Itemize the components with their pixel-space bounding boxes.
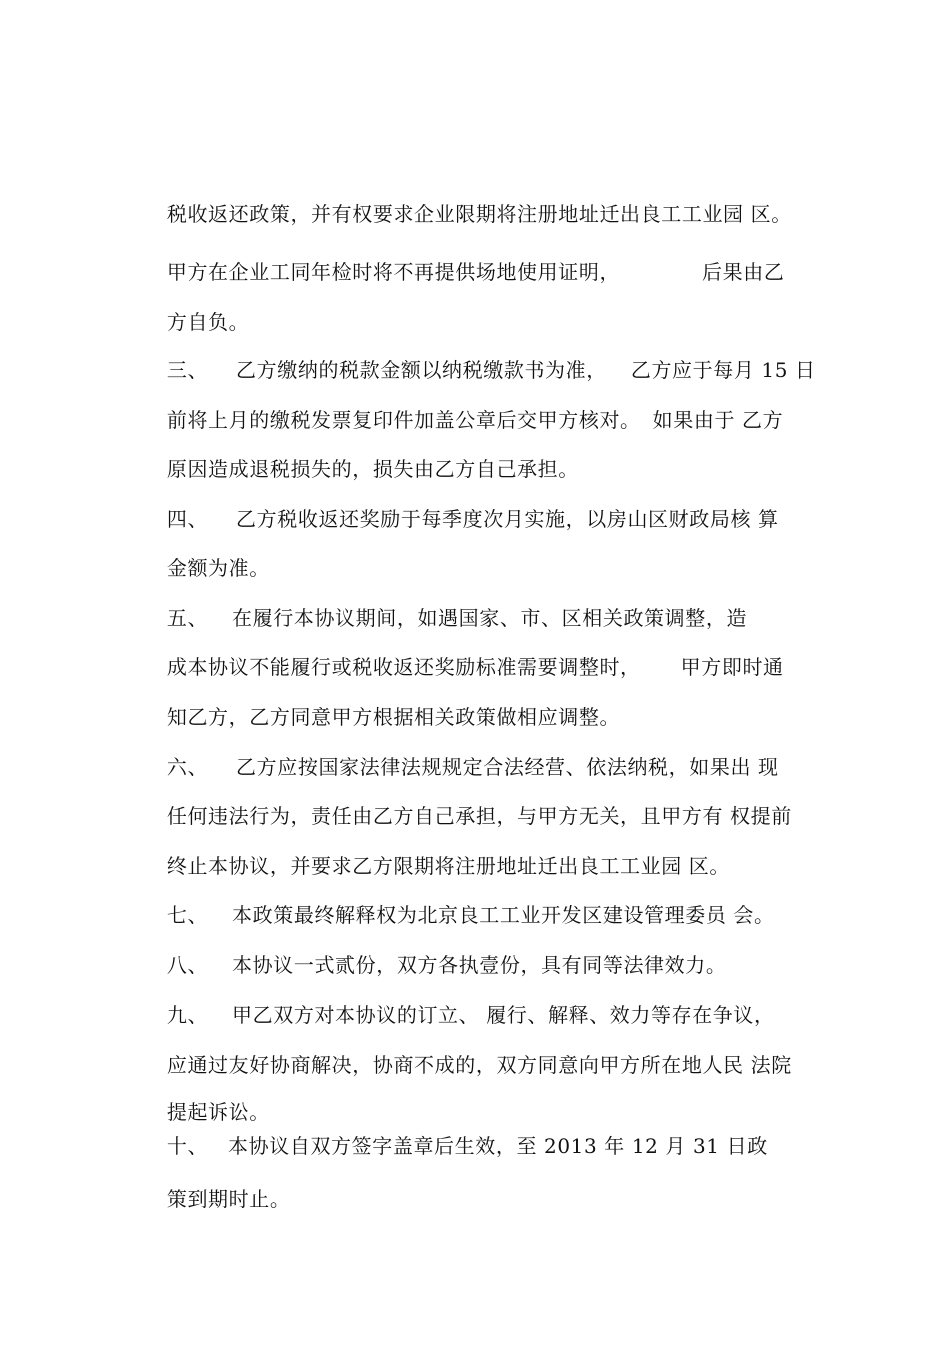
clause-number: 五、 [166,606,209,630]
clause-number: 三、 [166,358,209,382]
line-text: 前将上月的缴税发票复印件加盖公章后交甲方核对。 [166,408,641,432]
line-text: 金额为准。 [166,556,270,580]
line-text: 乙方缴纳的税款金额以纳税缴款书为准， [236,358,607,382]
line-text: 甲方即时通 [680,655,784,679]
line-text: 原因造成退税损失的，损失由乙方自己承担。 [166,457,579,481]
line-text: 成本协议不能履行或税收返还奖励标准需要调整时， [166,655,641,679]
line-text: 策到期时止。 [166,1187,291,1211]
line-text: 甲乙双方对本协议的订立、 履行、解释、效力等存在争议， [232,1003,775,1027]
line-text: 本政策最终解释权为北京良工工业开发区建设管理委员 会。 [232,903,775,927]
line-text: 任何违法行为，责任由乙方自己承担，与甲方无关，且甲方有 权提前 [166,804,792,828]
line-text: 乙方税收返还奖励于每季度次月实施，以房山区财政局核 算 [236,507,779,531]
line-text: 在履行本协议期间，如遇国家、市、区相关政策调整，造 [232,606,748,630]
line-text: 终止本协议，并要求乙方限期将注册地址迁出良工工业园 区。 [166,854,731,878]
clause-number: 九、 [166,1003,209,1027]
line-text: 本协议一式贰份，双方各执壹份，具有同等法律效力。 [232,953,727,977]
line-text: 知乙方，乙方同意甲方根据相关政策做相应调整。 [166,705,621,729]
clause-number: 八、 [166,953,209,977]
line-text: 本协议自双方签字盖章后生效，至 2013 年 12 月 31 日政 [228,1134,768,1158]
clause-number: 六、 [166,755,209,779]
line-text: 如果由于 乙方 [652,408,784,432]
line-text: 提起诉讼。 [166,1100,270,1124]
line-text: 后果由乙 [702,260,785,284]
line-text: 税收返还政策，并有权要求企业限期将注册地址迁出良工工业园 区。 [166,202,792,226]
line-text: 甲方在企业工同年检时将不再提供场地使用证明， [166,260,621,284]
line-text: 乙方应按国家法律法规规定合法经营、依法纳税，如果出 现 [236,755,779,779]
line-text: 乙方应于每月 15 日 [630,358,816,382]
paragraph-line [139,1157,290,1241]
clause-number: 七、 [166,903,209,927]
clause-number: 四、 [166,507,209,531]
clause-number: 十、 [166,1134,209,1158]
line-text: 应通过友好协商解决，协商不成的，双方同意向甲方所在地人民 法院 [166,1053,792,1077]
line-text: 方自负。 [166,310,250,334]
